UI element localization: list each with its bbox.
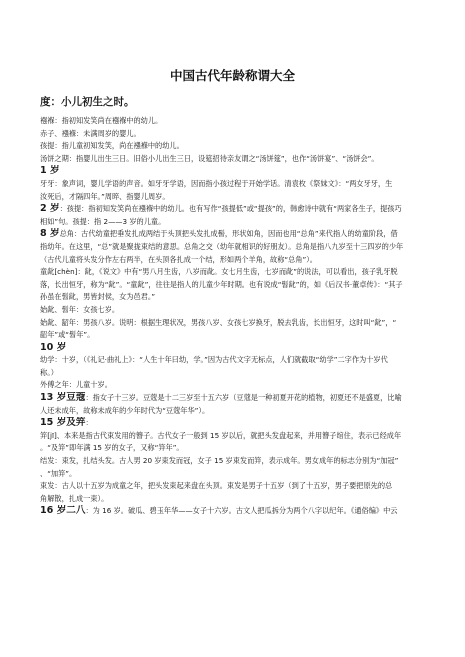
text-line xyxy=(40,153,440,166)
line-text: 孩提：指儿童初知发笑，尚在襁褓中的幼儿。 xyxy=(40,141,184,151)
section-heading-line xyxy=(40,392,440,405)
line-text: 汝死后，才隔四年。”周晬、指婴儿周岁。 xyxy=(40,191,170,201)
text-line xyxy=(40,379,440,392)
term-label: 16 岁二八 xyxy=(40,505,86,517)
section-heading-line xyxy=(40,203,440,216)
text-line xyxy=(40,329,440,342)
line-text: ：为 16 岁。破瓜、碧玉年华——女子十六岁。古文人把瓜拆分为两个八字以纪年。《通俗编》中云 xyxy=(85,506,398,516)
line-text: ：指女子十三岁。豆蔻是十二三岁至十五六岁（豆蔻是一种初夏开花的植物，初夏还不是盛夏，比喻 xyxy=(85,393,402,403)
text-line xyxy=(40,430,440,443)
text-line xyxy=(40,367,440,380)
line-text: 赤子、襁褓：未满周岁的婴儿。 xyxy=(40,128,141,138)
section-heading-line xyxy=(40,228,440,241)
line-text: 牙牙：象声词，婴儿学语的声音。如牙牙学语，因而指小孩过程于开始学话。清袁枚《祭妹文》：“两女牙牙，生 xyxy=(40,178,393,188)
text-line xyxy=(40,279,440,292)
text-line xyxy=(40,317,440,330)
section-heading-line xyxy=(40,505,440,518)
line-text: 外傅之年：儿童十岁。 xyxy=(40,380,112,390)
text-line xyxy=(40,216,440,229)
line-text: 童龀[chèn]：龀，《说文》中有“男八月生齿，八岁而龀。女七月生齿，七岁而龀”的说法，可以看出，孩子乳牙脱 xyxy=(40,267,398,277)
text-line xyxy=(40,480,440,493)
text-line xyxy=(40,354,440,367)
term-label: 2 岁 xyxy=(40,203,60,215)
line-text: 总角：古代幼童把垂发扎成两结于头顶把头发扎成髻，形状如角，因而也用“总角”来代指人的幼童阶段，借 xyxy=(59,229,398,239)
line-text: （古代儿童将头发分作左右两半，在头顶各扎成一个结，形如两个羊角，故称“总角”）。 xyxy=(40,254,317,264)
text-line xyxy=(40,115,440,128)
term-label: 1 岁 xyxy=(40,165,60,177)
section-heading-line xyxy=(40,342,440,355)
section-heading-line xyxy=(40,95,440,110)
text-line xyxy=(40,468,440,481)
line-text: 。“及笄”即年满 15 岁的女子，又称“笄年”。 xyxy=(40,443,184,453)
line-text: ：孩提：指初知发笑尚在襁褓中的幼儿。也有写作“孩提低”或“提孩”的，韩愈诗中就有“两家各生子，提孩巧 xyxy=(59,204,402,214)
term-label: 10 岁 xyxy=(40,341,67,353)
line-text: 龆年”或“髫年”。 xyxy=(40,330,95,340)
text-line xyxy=(40,178,440,191)
text-line xyxy=(40,455,440,468)
line-text: 结发：束发，扎结头发。古人男 20 岁束发而冠，女子 15 岁束发而笄，表示成年。男女成年的标志分别为“加冠” xyxy=(40,456,399,466)
text-line xyxy=(40,291,440,304)
line-text: 人还未成年，故称未成年的少年时代为“豆蔻年华”）。 xyxy=(40,405,210,415)
section-heading-line xyxy=(40,417,440,430)
line-text: ：小儿初生之时。 xyxy=(50,96,135,108)
text-line xyxy=(40,128,440,141)
term-label: 度 xyxy=(40,96,51,108)
term-label: 13 岁豆蔻 xyxy=(40,392,86,404)
text-line xyxy=(40,304,440,317)
line-text: 幼学：十岁，（《礼记·曲礼上》：“人生十年曰幼，学。”因为古代文字无标点，人们就截取“幼学”二字作为十岁代 xyxy=(40,355,388,365)
line-text: 束发：古人以十五岁为成童之年，把头发束起来盘在头顶。束发是男子十五岁（到了十五岁，男子要把原先的总 xyxy=(40,481,393,491)
line-text: 孙虽在髫龀，男皆封侯，女为邑君。” xyxy=(40,292,156,302)
document-body xyxy=(40,95,440,518)
line-text: 始龀、龆年：男孩八岁。说明：根据生理状况，男孩八岁、女孩七岁换牙，脱去乳齿，长出恒牙，这时叫“龀”，“ xyxy=(40,317,397,327)
line-text: 笄[jī]、本来是指古代束发用的簪子。古代女子一般到 15 岁以后，就把头发盘起来，并用簪子绾住，表示已经成年 xyxy=(40,430,402,440)
line-text: ： xyxy=(85,418,93,428)
text-line xyxy=(40,405,440,418)
line-text: 相如”句。孩提：指 2——3 岁的儿童。 xyxy=(40,216,166,226)
document-title: 中国古代年龄称谓大全 xyxy=(169,68,295,83)
term-label: 15 岁及笄 xyxy=(40,417,86,429)
line-text: 始龀、髫年：女孩七岁。 xyxy=(40,304,120,314)
section-heading-line xyxy=(40,165,440,178)
text-line xyxy=(40,266,440,279)
line-text: 汤饼之期：指婴儿出生三日。旧俗小儿出生三日，设筵招待亲友谓之“汤饼筵”，也作“汤饼宴”、“汤饼会”。 xyxy=(40,153,379,163)
line-text: 襁褓：指初知发笑尚在襁褓中的幼儿。 xyxy=(40,116,163,125)
line-text: 落，长出恒牙，称为“龀”。“童龀”，往往是指人的儿童少年时期。也有说成“髫龀”的，如《后汉书·董卓传》：“其子 xyxy=(40,279,403,289)
text-line xyxy=(40,191,440,204)
term-label: 8 岁 xyxy=(40,228,60,240)
text-line xyxy=(40,241,440,254)
text-line xyxy=(40,493,440,506)
text-line xyxy=(40,140,440,153)
line-text: 指幼年。在这里，“总”就是聚拢束结的意思。总角之交（幼年就相识的好朋友）。总角是指八九岁至十三四岁的少年 xyxy=(40,241,404,251)
line-text: 称。） xyxy=(40,367,58,377)
text-line xyxy=(40,254,440,267)
line-text: 、“加笄”。 xyxy=(40,468,77,478)
line-text: 角解散，扎成一束）。 xyxy=(40,493,109,503)
text-line xyxy=(40,442,440,455)
